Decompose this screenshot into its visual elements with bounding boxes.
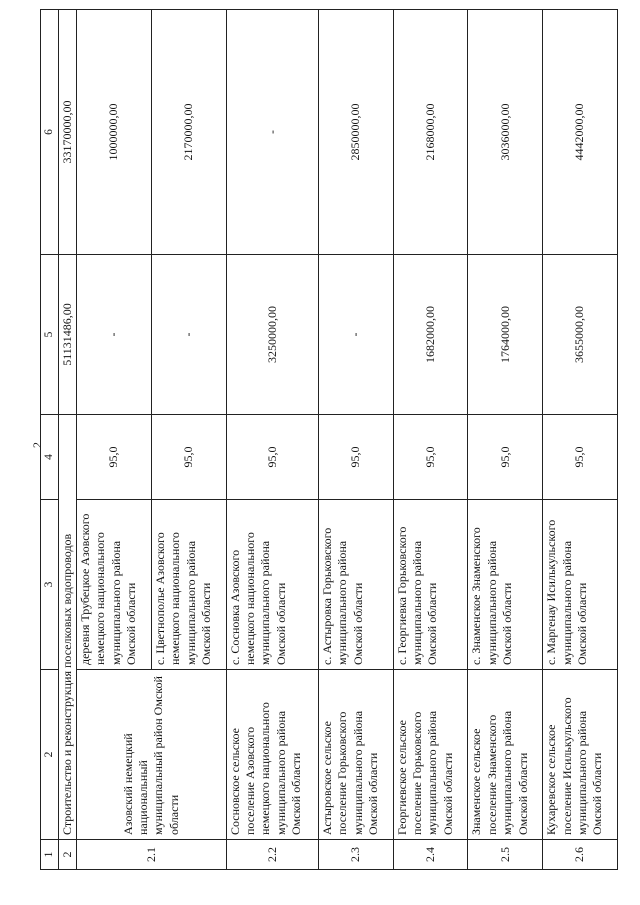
table-row bbox=[77, 10, 152, 870]
percent-value: 95,0 bbox=[543, 415, 618, 500]
amount-col6: 4442000,00 bbox=[543, 10, 618, 255]
percent-value: 95,0 bbox=[151, 415, 226, 500]
municipal-entity: Кухаревское сельское поселение Исилькульского муниципального района Омской области bbox=[543, 670, 618, 840]
amount-col6: 2850000,00 bbox=[319, 10, 394, 255]
page-number: 2 bbox=[30, 442, 44, 448]
settlement-name: деревня Трубецкое Азовского немецкого национального муниципального района Омской области bbox=[77, 500, 152, 670]
funding-table bbox=[40, 9, 618, 870]
amount-col6: - bbox=[226, 10, 319, 255]
table-row bbox=[543, 10, 618, 870]
settlement-name: с. Георгиевка Горьковского муниципального района Омской области bbox=[393, 500, 468, 670]
municipal-entity: Сосновское сельское поселение Азовского немецкого национального муниципального района Омской области bbox=[226, 670, 319, 840]
percent-value: 95,0 bbox=[468, 415, 543, 500]
header-row bbox=[41, 10, 59, 870]
row-number: 2.3 bbox=[319, 840, 394, 870]
settlement-name: с. Астыровка Горьковского муниципального района Омской области bbox=[319, 500, 394, 670]
row-number: 2.4 bbox=[393, 840, 468, 870]
section-number: 2 bbox=[58, 840, 76, 870]
amount-col5: - bbox=[319, 255, 394, 415]
header-cell-5: 5 bbox=[41, 255, 59, 415]
section-title: Строительство и реконструкция поселковых водопроводов bbox=[58, 415, 76, 840]
amount-col5: 1682000,00 bbox=[393, 255, 468, 415]
percent-value: 95,0 bbox=[319, 415, 394, 500]
rotated-table-wrapper bbox=[40, 10, 618, 870]
row-number: 2.1 bbox=[77, 840, 226, 870]
municipal-entity: Астыровское сельское поселение Горьковского муниципального района Омской области bbox=[319, 670, 394, 840]
header-cell-3: 3 bbox=[41, 500, 59, 670]
table-row bbox=[319, 10, 394, 870]
header-cell-1: 1 bbox=[41, 840, 59, 870]
header-cell-2: 2 bbox=[41, 670, 59, 840]
row-number: 2.6 bbox=[543, 840, 618, 870]
amount-col5: - bbox=[151, 255, 226, 415]
table-row bbox=[393, 10, 468, 870]
table-row bbox=[226, 10, 319, 870]
row-number: 2.2 bbox=[226, 840, 319, 870]
amount-col5: - bbox=[77, 255, 152, 415]
settlement-name: с. Сосновка Азовского немецкого национального муниципального района Омской области bbox=[226, 500, 319, 670]
settlement-name: с. Знаменское Знаменского муниципального района Омской области bbox=[468, 500, 543, 670]
row-number: 2.5 bbox=[468, 840, 543, 870]
percent-value: 95,0 bbox=[77, 415, 152, 500]
header-cell-6: 6 bbox=[41, 10, 59, 255]
percent-value: 95,0 bbox=[226, 415, 319, 500]
settlement-name: с. Цветнополье Азовского немецкого национального муниципального района Омской области bbox=[151, 500, 226, 670]
header-cell-4: 4 bbox=[41, 415, 59, 500]
section-total-col6: 33170000,00 bbox=[58, 10, 76, 255]
percent-value: 95,0 bbox=[393, 415, 468, 500]
settlement-name: с. Маргенау Исилькульского муниципального района Омской области bbox=[543, 500, 618, 670]
amount-col5: 1764000,00 bbox=[468, 255, 543, 415]
municipal-entity: Георгиевское сельское поселение Горьковского муниципального района Омской области bbox=[393, 670, 468, 840]
amount-col6: 3036000,00 bbox=[468, 10, 543, 255]
municipal-entity: Знаменское сельское поселение Знаменского муниципального района Омской области bbox=[468, 670, 543, 840]
amount-col6: 2168000,00 bbox=[393, 10, 468, 255]
section-total-col5: 51131486,00 bbox=[58, 255, 76, 415]
amount-col6: 1000000,00 bbox=[77, 10, 152, 255]
section-row bbox=[58, 10, 76, 870]
amount-col6: 2170000,00 bbox=[151, 10, 226, 255]
amount-col5: 3250000,00 bbox=[226, 255, 319, 415]
table-row bbox=[468, 10, 543, 870]
amount-col5: 3655000,00 bbox=[543, 255, 618, 415]
municipal-entity: Азовский немецкий национальный муниципальный район Омской области bbox=[77, 670, 226, 840]
